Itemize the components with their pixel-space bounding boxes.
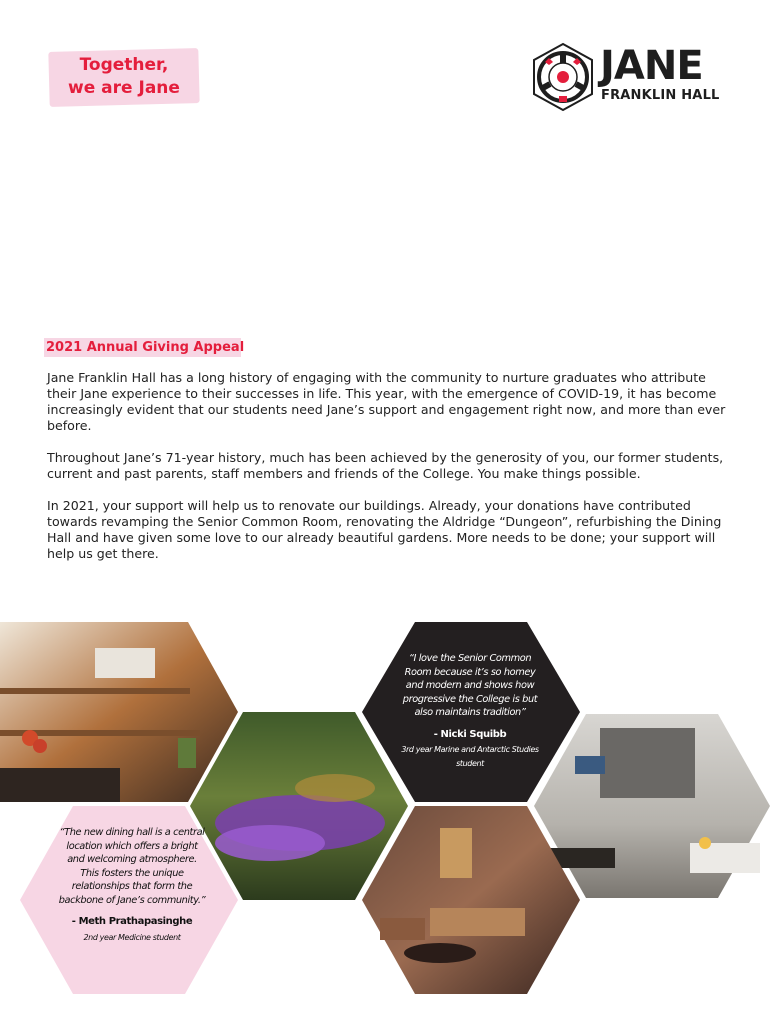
quote-role: 3rd year Marine and Antarctic Studies student [401, 745, 539, 768]
quote-text: “I love the Senior Common Room because it’s so homey and modern and shows how progressive the College is but also maintains tradition” [402, 653, 538, 718]
quote-dining-hall [58, 826, 206, 944]
lounge-photo [362, 806, 580, 994]
quote-role: 2nd year Medicine student [83, 932, 181, 942]
logo-subtitle: FRANKLIN HALL [601, 88, 720, 103]
jane-franklin-hall-logo [528, 42, 728, 112]
garden-photo [190, 712, 408, 900]
quote-senior-common-room [400, 652, 540, 770]
tagline-line2: we are Jane [68, 78, 180, 99]
quote-attribution: - Meth Prathapasinghe [71, 916, 193, 927]
common-room-photo [534, 714, 770, 898]
tagline-text [49, 54, 199, 100]
appeal-paragraph: Jane Franklin Hall has a long history of engaging with the community to nurture graduates who attribute their Jane experience to their successes in life. This year, with the emergence of COVID-19, it has become increasingly evident that our students need Jane’s support and engagement right now, and more than ever before. [47, 370, 726, 433]
hexagon-gallery [0, 618, 770, 1024]
quote-text: “The new dining hall is a central location which offers a bright and welcoming atmosphere. This fosters the unique relationships that form the backbone of Jane’s community.” [58, 827, 206, 906]
tagline-line1: Together, [79, 55, 169, 76]
quote-attribution: - Nicki Squibb [433, 728, 507, 740]
appeal-paragraph: In 2021, your support will help us to renovate our buildings. Already, your donations have contributed towards revamping the Senior Common Room, renovating the Aldridge “Dungeon”, refurbishing the Dining Hall and have given some love to our already beautiful gardens. More needs to be done; your support will help us get there. [47, 498, 722, 561]
appeal-body [47, 370, 737, 578]
tagline-sticker [48, 48, 199, 107]
gallery-graphic [0, 618, 770, 1024]
appeal-heading: 2021 Annual Giving Appeal [46, 340, 245, 355]
logo-name: JANE [600, 43, 703, 89]
appeal-paragraph: Throughout Jane’s 71-year history, much has been achieved by the generosity of you, our former students, current and past parents, staff members and friends of the College. You make things possible. [47, 450, 724, 481]
crest-icon [528, 42, 598, 112]
dining-hall-photo [0, 622, 238, 802]
